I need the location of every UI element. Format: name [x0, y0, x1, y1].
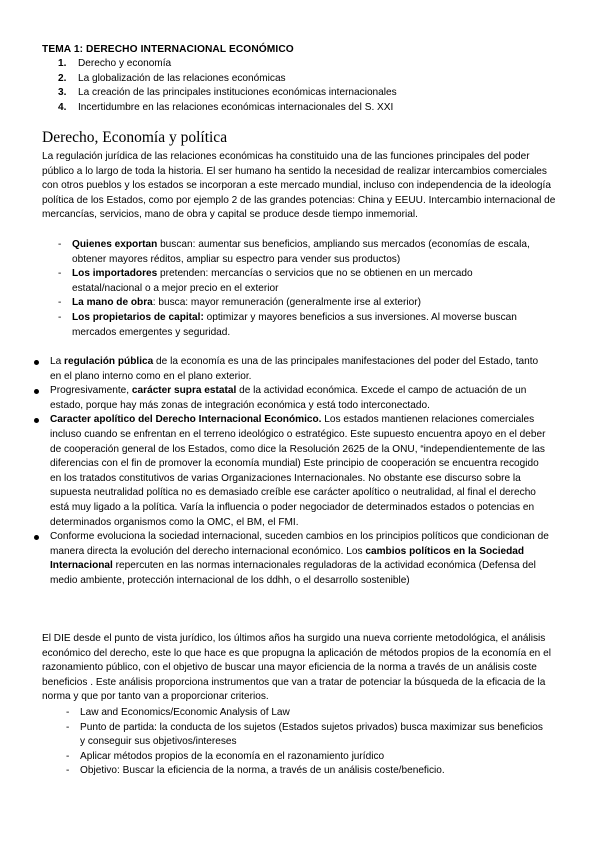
- list-item: [66, 750, 550, 765]
- item-bold: Quienes exportan: [72, 239, 158, 250]
- item-text: de la actividad económica. Excede el campo de actuación de un estado, porque hay más zonas de integración económica y está todo interconectado.: [50, 385, 527, 411]
- item-text: de la economía es una de las principales manifestaciones del poder del Estado, tanto en el plano interno como en el plano exterior.: [50, 356, 539, 382]
- item-bold: cambios políticos en la Sociedad Internacional: [50, 545, 525, 572]
- dash-marker: -: [58, 268, 62, 280]
- item-text: Aplicar métodos propios de la economía en el razonamiento jurídico: [80, 750, 385, 762]
- bullet-marker: [34, 360, 39, 365]
- item-text: Law and Economics/Economic Analysis of Law: [80, 707, 290, 718]
- toc-number: 4.: [58, 101, 67, 113]
- item-text: repercuten en las normas internacionales reguladoras de la actividad económica (Defensa del medio ambiente, protección internacional de los ddhh, o el desarrollo sostenible): [50, 560, 536, 586]
- law-economics-list: [66, 706, 550, 779]
- item-text: Conforme evoluciona la sociedad internacional, suceden cambios en los principios políticos que condicionan de manera directa la evolución del derecho internacional económico. Los: [50, 531, 549, 557]
- list-item: [50, 355, 550, 384]
- list-item: [50, 413, 550, 530]
- list-item: [58, 311, 542, 340]
- list-item: [50, 530, 550, 588]
- list-item: [58, 267, 542, 296]
- list-item: [58, 296, 542, 311]
- item-text: pretenden: mercancías o servicios que no se obtienen en un mercado estatal/nacional o a mejor precio en el exterior: [72, 268, 473, 294]
- item-bold: Los importadores: [72, 268, 158, 280]
- bullet-marker: [34, 535, 39, 540]
- item-text: Progresivamente,: [50, 385, 132, 397]
- bullet-marker: [34, 418, 39, 423]
- section-heading: Derecho, Economía y política: [42, 129, 228, 146]
- dash-marker: -: [66, 721, 70, 733]
- item-text: Objetivo: Buscar la eficiencia de la norma, a través de un análisis coste/beneficio.: [80, 765, 445, 777]
- list-item: [66, 721, 550, 750]
- item-text: Punto de partida: la conducta de los sujetos (Estados sujetos privados) busca maximizar sus beneficios y conseguir sus objetivos/intereses: [80, 721, 543, 748]
- item-bold: carácter supra estatal: [131, 385, 237, 397]
- list-item: [50, 384, 550, 413]
- dash-marker: -: [58, 297, 62, 309]
- dash-marker: -: [66, 750, 70, 762]
- toc-text: Incertidumbre en las relaciones económicas internacionales del S. XXI: [78, 101, 394, 113]
- dash-marker: -: [66, 707, 70, 718]
- toc-number: 1.: [58, 58, 67, 69]
- toc-text: La globalización de las relaciones económicas: [78, 72, 286, 84]
- item-bold: regulación pública: [64, 356, 154, 367]
- toc-item: [58, 86, 397, 101]
- toc-number: 2.: [58, 72, 67, 84]
- toc-number: 3.: [58, 87, 67, 99]
- item-text: buscan: aumentar sus beneficios, ampliando sus mercados (economías de escala, obtener mayores réditos, ampliar su espectro para vender sus productos): [72, 239, 530, 265]
- bullet-marker: [34, 389, 39, 394]
- toc-item: [58, 101, 397, 116]
- table-of-contents: [58, 57, 397, 115]
- toc-item: [58, 57, 397, 72]
- dash-marker: -: [66, 765, 70, 777]
- item-bold: Los propietarios de capital:: [72, 311, 204, 323]
- item-text: Los estados mantienen relaciones comerciales incluso cuando se enfrentan en el terreno ideológico o estratégico. Este supuesto encuentra apoyo en el deber de cooperación general de los Estados, como dice la Resolución 2625 de la ONU, “independientemente de las diferencias con el fin de promover la economía mundial) Este principio de cooperación se encuentra recogido en los tratados constitutivos de varias Organizaciones Internacionales. No obstante ese discurso sobre la supuesta neutralidad política no es demasiado creíble ese carácter apolítico o neutralidad, al final el derecho está muy ligado a la política. Varía la influencia o poder negociador de determinados estados o potencias en determinados organismos como la OMC, el BM, el FMI.: [50, 414, 546, 528]
- item-text: La: [50, 356, 65, 367]
- toc-text: Derecho y economía: [78, 58, 172, 69]
- intro-paragraph: La regulación jurídica de las relaciones económicas ha constituido una de las funciones principales del poder público a lo largo de toda la historia. El ser humano ha sentido la necesidad de realizar intercambios comerciales con otros pueblos y los estados se incorporan a este mercado mundial, incluso con independencia de la ideología política de los Estados, como por ejemplo 2 de las grandes potencias: China y EEUU. Intercambio internacional de mercancías, servicios, mano de obra y capital se produce desde tiempo inmemorial.: [42, 151, 556, 221]
- dash-marker: -: [58, 311, 62, 323]
- dash-marker: -: [58, 239, 62, 250]
- document-title: TEMA 1: DERECHO INTERNACIONAL ECONÓMICO: [42, 44, 294, 55]
- item-bold: Caracter apolítico del Derecho Internacional Económico.: [50, 414, 322, 426]
- bullet-list: [50, 355, 550, 589]
- die-paragraph: El DIE desde el punto de vista jurídico, los últimos años ha surgido una nueva corriente metodológica, el análisis económico del derecho, este lo que hace es que propugna la aplicación de métodos propios de la economía en el razonamiento público, con el objetivo de buscar una mayor eficiencia de la norma a través de un análisis coste beneficios . Este análisis proporciona instrumentos que van a tratar de potenciar la búsqueda de la eficacia de la norma y que por tanto van a proporcionar criterios.: [42, 633, 551, 703]
- toc-text: La creación de las principales instituciones económicas internacionales: [78, 87, 397, 99]
- list-item: [66, 706, 550, 721]
- item-bold: La mano de obra: [72, 297, 153, 309]
- item-text: : busca: mayor remuneración (generalmente irse al exterior): [152, 297, 421, 309]
- actors-list: [58, 238, 542, 340]
- item-text: optimizar y mayores beneficios a sus inversiones. Al moverse buscan mercados emergentes y seguridad.: [72, 311, 517, 338]
- list-item: [58, 238, 542, 267]
- toc-item: [58, 72, 397, 87]
- list-item: [66, 764, 550, 779]
